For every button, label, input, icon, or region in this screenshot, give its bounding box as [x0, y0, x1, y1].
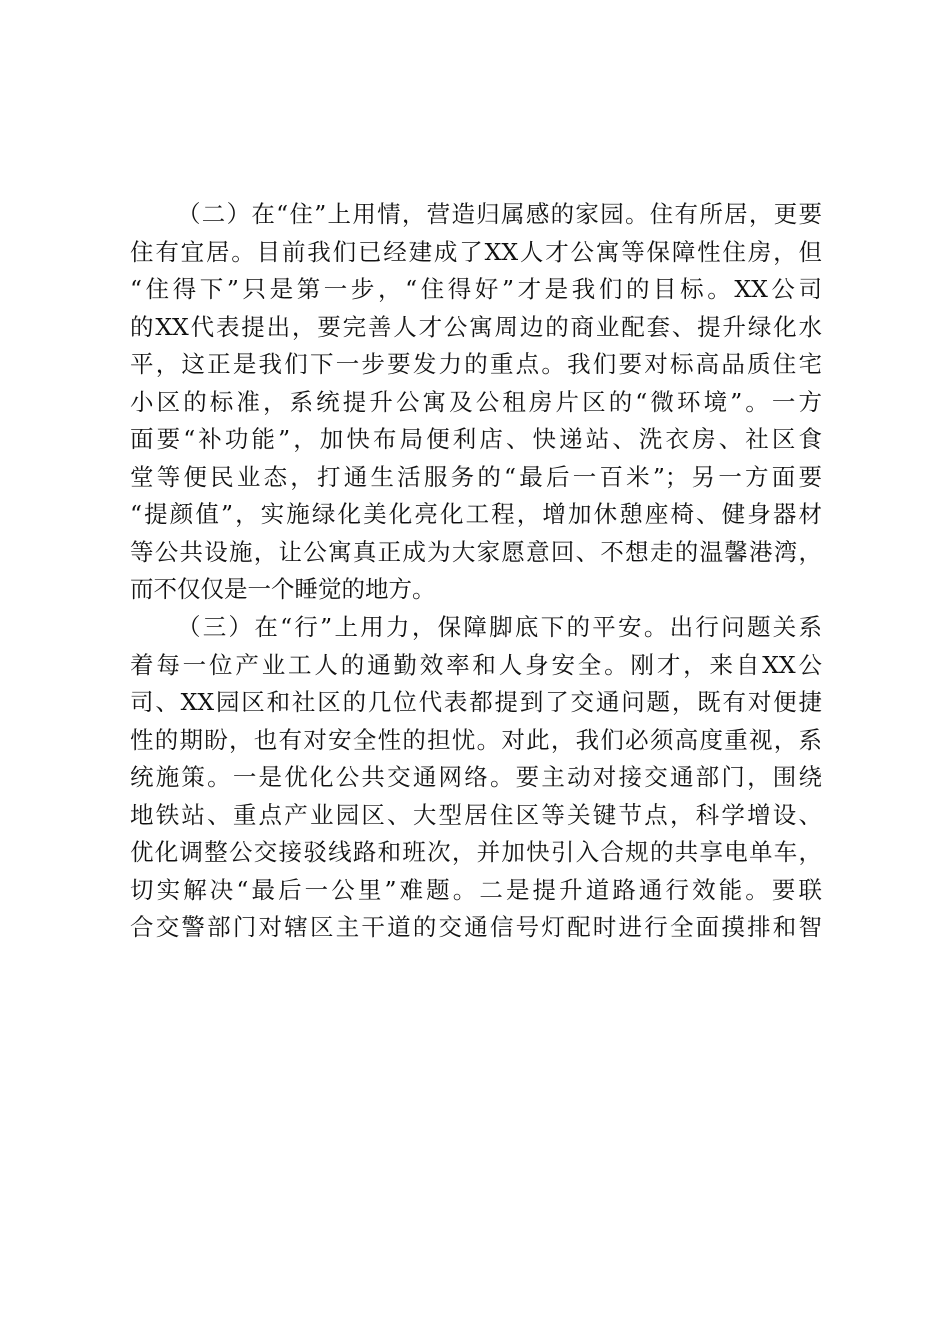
paragraph-line: 小区的标准，系统提升公寓及公租房片区的“微环境”。一方 — [130, 387, 822, 416]
paragraph-line: （三）在“行”上用力，保障脚底下的平安。出行问题关系 — [177, 613, 822, 642]
paragraph-line: 地铁站、重点产业园区、大型居住区等关键节点，科学增设、 — [130, 800, 822, 829]
paragraph-line: 性的期盼，也有对安全性的担忧。对此，我们必须高度重视，系 — [130, 725, 822, 754]
paragraph-line: 统施策。一是优化公共交通网络。要主动对接交通部门，围绕 — [130, 763, 822, 792]
paragraph-line: 切实解决“最后一公里”难题。二是提升道路通行效能。要联 — [130, 875, 822, 904]
document-body — [130, 196, 822, 947]
paragraph-line: （二）在“住”上用情，营造归属感的家园。住有所居，更要 — [177, 200, 822, 228]
paragraph-section-2 — [130, 196, 822, 609]
paragraph-line: 平，这正是我们下一步要发力的重点。我们要对标高品质住宅 — [130, 350, 822, 379]
paragraph-section-3 — [130, 609, 822, 947]
paragraph-line: 司、XX园区和社区的几位代表都提到了交通问题，既有对便捷 — [130, 688, 822, 717]
paragraph-line: 而不仅仅是一个睡觉的地方。 — [130, 575, 436, 604]
paragraph-line: 面要“补功能”，加快布局便利店、快递站、洗衣房、社区食 — [130, 425, 822, 454]
paragraph-line: 等公共设施，让公寓真正成为大家愿意回、不想走的温馨港湾， — [130, 537, 822, 566]
paragraph-line: 优化调整公交接驳线路和班次，并加快引入合规的共享电单车， — [130, 838, 822, 867]
paragraph-line: 着每一位产业工人的通勤效率和人身安全。刚才，来自XX公 — [130, 650, 822, 679]
paragraph-line: 合交警部门对辖区主干道的交通信号灯配时进行全面摸排和智 — [130, 913, 822, 942]
paragraph-line: 住有宜居。目前我们已经建成了XX人才公寓等保障性住房，但 — [130, 237, 822, 266]
paragraph-line: 堂等便民业态，打通生活服务的“最后一百米”；另一方面要 — [130, 462, 822, 491]
paragraph-line: “提颜值”，实施绿化美化亮化工程，增加休憩座椅、健身器材 — [130, 500, 822, 529]
paragraph-line: “住得下”只是第一步，“住得好”才是我们的目标。XX公司 — [130, 275, 822, 304]
paragraph-line: 的XX代表提出，要完善人才公寓周边的商业配套、提升绿化水 — [130, 312, 822, 341]
